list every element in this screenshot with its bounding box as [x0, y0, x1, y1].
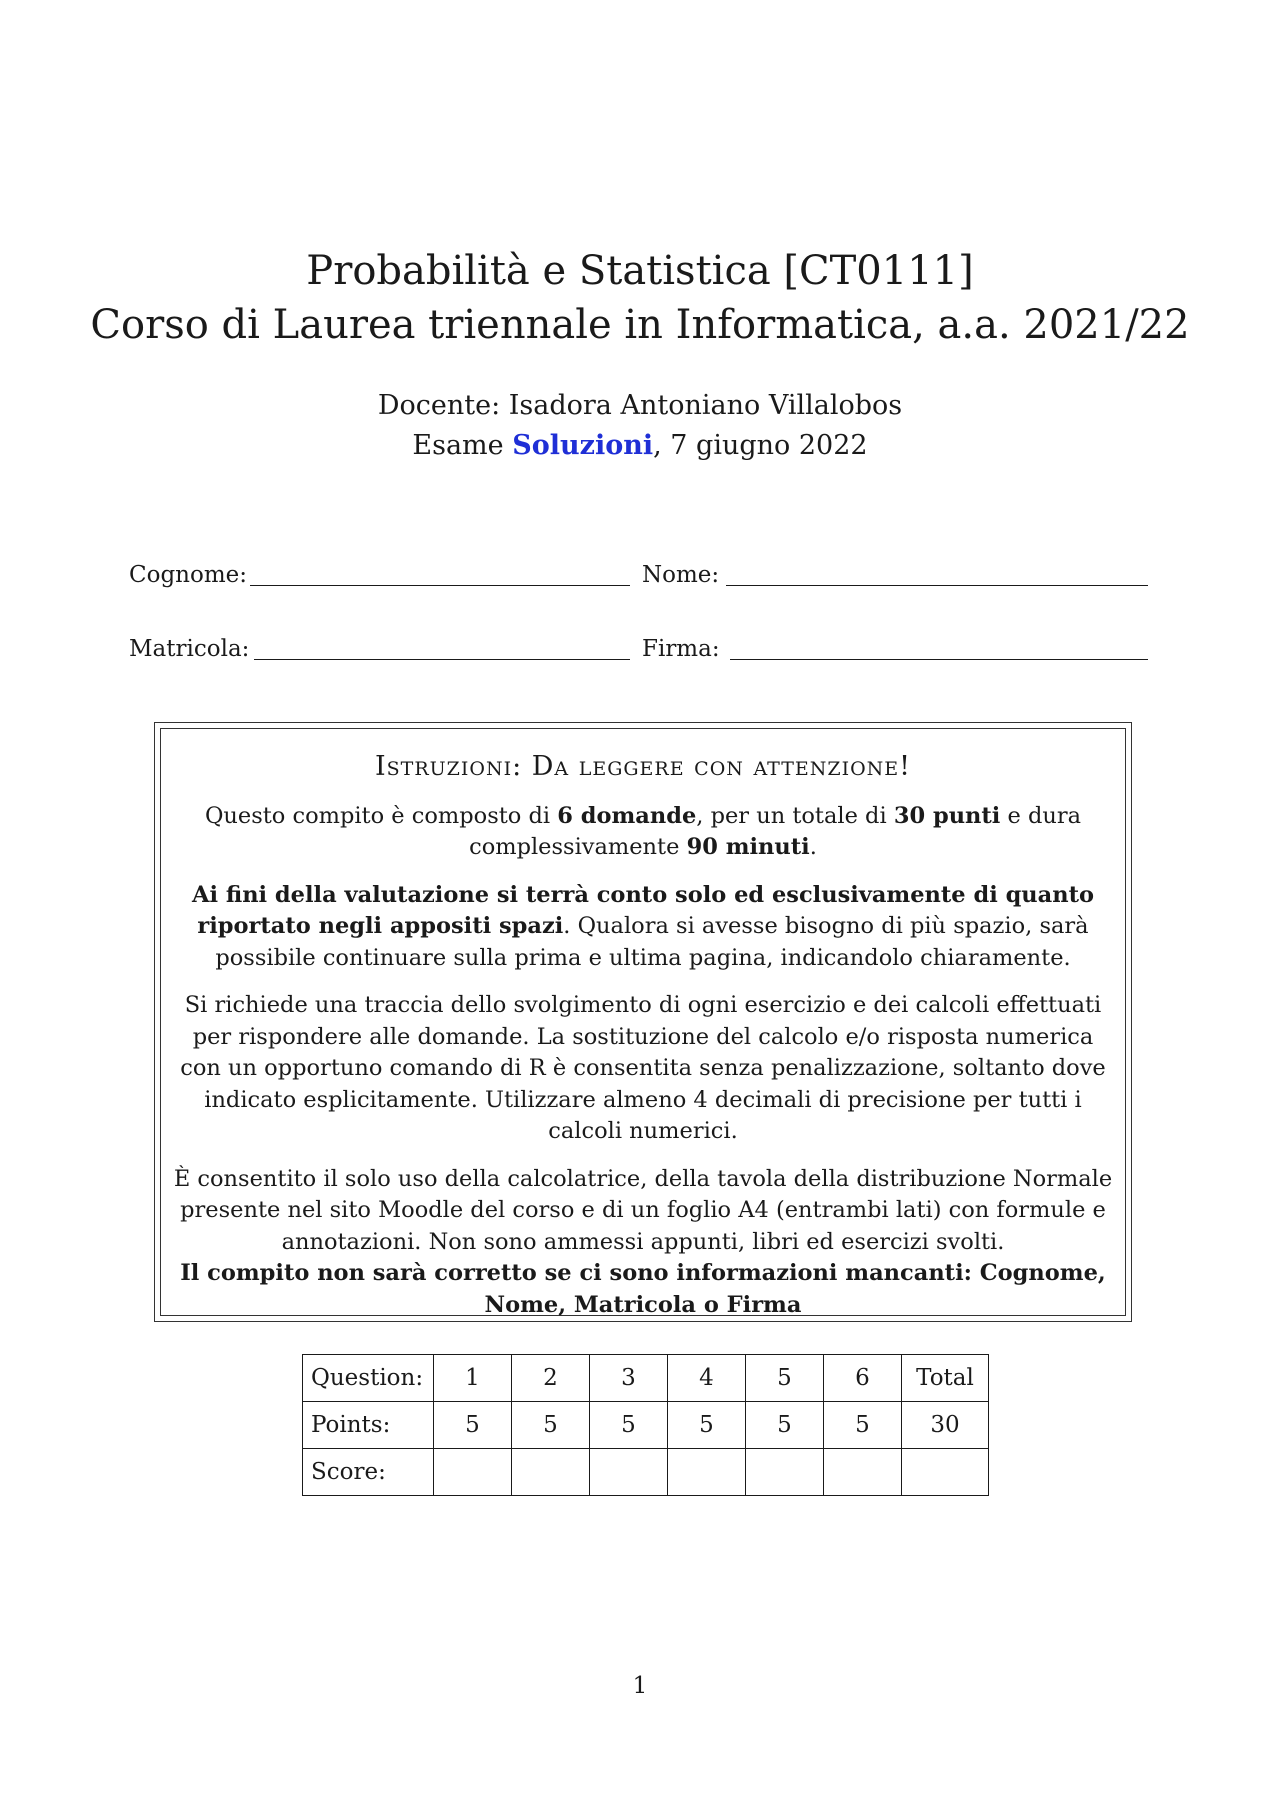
question-cell-total: Total: [902, 1355, 989, 1402]
exam-date: , 7 giugno 2022: [653, 430, 868, 461]
score-cell[interactable]: [746, 1449, 824, 1496]
p1-total-points: 30 punti: [893, 802, 1001, 829]
question-cell: 6: [824, 1355, 902, 1402]
score-cell-total[interactable]: [902, 1449, 989, 1496]
question-label: Question:: [303, 1355, 434, 1402]
points-cell-total: 30: [902, 1402, 989, 1449]
surname-label: Cognome:: [129, 562, 247, 588]
course-title: Probabilità e Statistica [CT0111]: [306, 248, 974, 294]
name-label: Nome:: [642, 562, 720, 588]
points-cell: 5: [590, 1402, 668, 1449]
instructions-paragraph-4: È consentito il solo uso della calcolatrice, della tavola della distribuzione Normale presente nel sito Moodle del corso e di un foglio A4 (entrambi lati) con formule e annotazioni. Non sono ammessi appunti, libri ed esercizi svolti.: [173, 1165, 1113, 1255]
score-cell[interactable]: [434, 1449, 512, 1496]
exam-subtitle: [0, 386, 1280, 466]
instructions-paragraph-1: [173, 801, 1113, 864]
question-row: [303, 1355, 989, 1402]
p1-text-a: Questo compito è composto di: [204, 802, 558, 829]
p5-bold-text: Il compito non sarà corretto se ci sono informazioni mancanti: Cognome, Nome, Matricola o Firma: [180, 1260, 1106, 1318]
points-cell: 5: [668, 1402, 746, 1449]
score-table: [302, 1354, 989, 1496]
instructions-paragraph-5: [173, 1258, 1113, 1321]
p2-rest-text: . Qualora si avesse bisogno di più spazio, sarà possibile continuare sulla prima e ultima pagina, indicandolo chiaramente.: [215, 913, 1089, 971]
solutions-highlight: Soluzioni: [512, 430, 654, 461]
page-number: 1: [632, 1673, 648, 1699]
score-cell[interactable]: [512, 1449, 590, 1496]
p1-text-e: e dura complessivamente: [469, 802, 1082, 860]
exam-prefix: Esame: [412, 430, 504, 461]
question-cell: 5: [746, 1355, 824, 1402]
instructions-paragraph-3: Si richiede una traccia dello svolgimento di ogni esercizio e dei calcoli effettuati per rispondere alle domande. La sostituzione del calcolo e/o risposta numerica con un opportuno comando di R è consentita senza penalizzazione, soltanto dove indicato esplicitamente. Utilizzare almeno 4 decimali di precisione per tutti i calcoli numerici.: [180, 992, 1106, 1144]
instructions-title: Istruzioni: Da leggere con attenzione!: [374, 751, 911, 782]
signature-label: Firma:: [642, 636, 720, 662]
question-cell: 4: [668, 1355, 746, 1402]
score-cell[interactable]: [824, 1449, 902, 1496]
question-cell: 2: [512, 1355, 590, 1402]
score-label: Score:: [303, 1449, 434, 1496]
p2-bold-text: Ai fini della valutazione si terrà conto solo ed esclusivamente di quanto riportato negli appositi spazi: [192, 881, 1094, 939]
score-cell[interactable]: [590, 1449, 668, 1496]
instructions-inner: [160, 728, 1126, 1316]
instructions-box: [154, 722, 1132, 1322]
p1-text-g: .: [809, 834, 817, 860]
p1-text-c: , per un totale di: [696, 802, 894, 829]
student-id-label: Matricola:: [129, 636, 250, 662]
points-cell: 5: [824, 1402, 902, 1449]
score-row: [303, 1449, 989, 1496]
points-cell: 5: [434, 1402, 512, 1449]
name-field[interactable]: [726, 585, 1148, 586]
teacher-line: Docente: Isadora Antoniano Villalobos: [377, 390, 903, 421]
points-row: [303, 1402, 989, 1449]
program-line: Corso di Laurea triennale in Informatica, a.a. 2021/22: [90, 302, 1190, 348]
question-cell: 1: [434, 1355, 512, 1402]
points-label: Points:: [303, 1402, 434, 1449]
p1-questions-count: 6 domande: [557, 802, 697, 829]
score-cell[interactable]: [668, 1449, 746, 1496]
signature-field[interactable]: [730, 659, 1148, 660]
instructions-paragraph-2: [173, 880, 1113, 975]
question-cell: 3: [590, 1355, 668, 1402]
document-title: [0, 244, 1280, 352]
points-cell: 5: [746, 1402, 824, 1449]
p1-duration: 90 minuti: [686, 834, 810, 860]
exam-line: [0, 426, 1280, 466]
surname-field[interactable]: [250, 585, 630, 586]
student-id-field[interactable]: [254, 659, 630, 660]
points-cell: 5: [512, 1402, 590, 1449]
